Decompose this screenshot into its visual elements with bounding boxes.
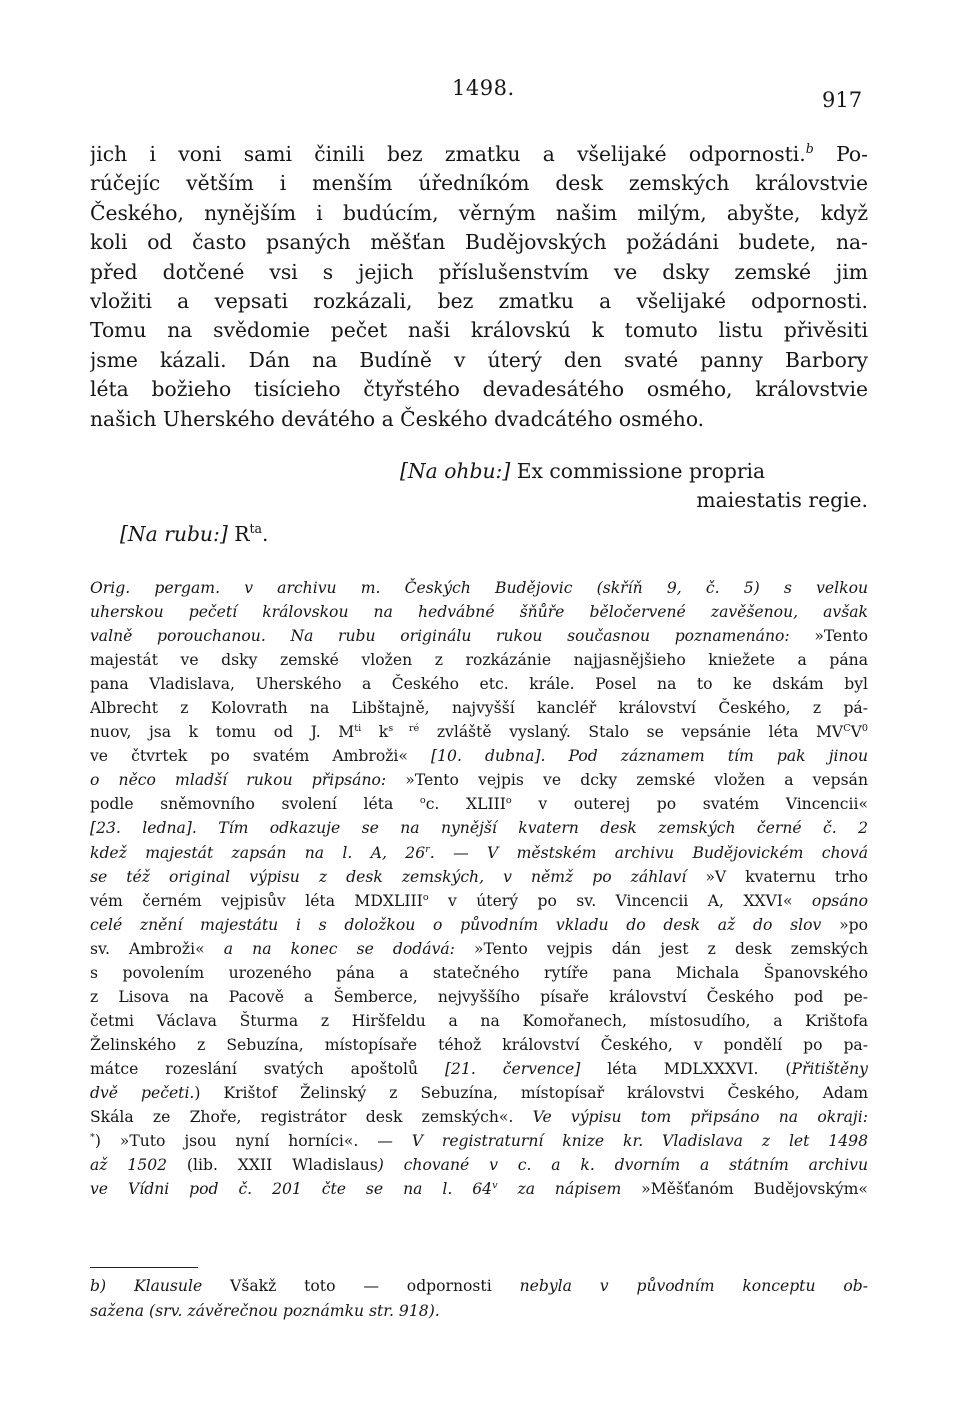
main-line-7: Tomu na svědomie pečet naši královskú k tomuto listu přivěsiti xyxy=(90,318,868,343)
footnote-mark-b: b xyxy=(805,141,814,157)
note-line-12: kdež majestát zapsán na l. A, 26$^r$. — V městském archivu Budějovickém chová xyxy=(90,843,868,862)
note-line-7: nuov, jsa k tomu od J. $M^{ti}$ $k^{s ré}$ zvláště vyslaný. Stalo se vepsánie léta $MV^CV^0$ xyxy=(90,723,868,742)
main-line-6: vložiti a vepsati rozkázali, bez zmatku a všelijaké odpornosti. xyxy=(90,289,868,314)
note-line-20: Želinského z Sebuzína, místopísaře téhož království Českého, v pondělí po pa- xyxy=(90,1035,868,1054)
main-line-1: jich i voni sami činili bez zmatku a všelijaké odpornosti.$^b$ Po- xyxy=(90,141,868,166)
note-line-9: o něco mladší rukou připsáno: »Tento vejpis ve dcky zemské vložen a vepsán xyxy=(90,771,868,790)
note-line-6: Albrecht z Kolovrath na Libštajně, najvyšší kancléř království Českého, z pá- xyxy=(90,699,868,718)
footnote-mark: b) xyxy=(90,1277,107,1295)
running-head-year: 1498. xyxy=(452,76,515,100)
note-line-2: uherskou pečetí královskou na hedvábné šňůře běločervené zavěšenou, avšak xyxy=(90,603,868,622)
note-line-15: celé znění majestátu i s doložkou o původním vkladu do desk až do slov »po xyxy=(90,915,868,934)
note-line-14: vém černém vejpisův léta MDXLIII$^o$ v úterý po sv. Vincencii A, XXVI« opsáno xyxy=(90,891,868,910)
page-number: 917 xyxy=(822,88,863,112)
note-line-17: s povolením urozeného pána a statečného rytíře pana Michala Španovského xyxy=(90,963,868,982)
note-line-21: mátce rozeslání svatých apoštolů [21. července] léta MDLXXXVI. (Přitištěny xyxy=(90,1059,868,1078)
main-line-9: léta božieho tisícieho čtyřstého devadesátého osmého, královstvie xyxy=(90,377,868,402)
note-line-11: [23. ledna]. Tím odkazuje se na nynější kvatern desk zemských černé č. 2 xyxy=(90,819,868,838)
main-line-10: našich Uherského devátého a Českého dvadcátého osmého. xyxy=(90,406,705,431)
main-line-2: rúčejíc větším i menším úředníkóm desk zemských královstvie xyxy=(90,171,868,196)
note-line-8: ve čtvrtek po svatém Ambroži« [10. dubna]. Pod záznamem tím pak jinou xyxy=(90,747,868,766)
note-line-1: Orig. pergam. v archivu m. Českých Budějovic (skříň 9, č. 5) s velkou xyxy=(90,579,868,597)
main-line-8: jsme kázali. Dán na Budíně v úterý den svaté panny Barbory xyxy=(90,347,868,372)
note-line-25: až 1502 (lib. XXII Wladislaus) chované v c. a k. dvorním a státním archivu xyxy=(90,1156,868,1175)
fold-note-continuation: maiestatis regie. xyxy=(696,488,868,513)
note-line-22: dvě pečeti.) Krištof Želinský z Sebuzína, místopísař královstvi Českého, Adam xyxy=(90,1083,868,1102)
verso-note: [Na rubu:] $R^{ta}$. xyxy=(120,521,269,546)
fold-note xyxy=(400,457,868,516)
footnote-line-2: sažena (srv. závěrečnou poznámku str. 918). xyxy=(90,1302,440,1320)
main-line-5: před dotčené vsi s jejich příslušenstvím ve dsky zemské jim xyxy=(90,259,868,284)
note-line-10: podle sněmovního svolení léta $^o$c. XLIII$^o$ v outerej po svatém Vincencii« xyxy=(90,795,868,814)
main-text xyxy=(90,140,868,434)
note-line-3: valně porouchanou. Na rubu originálu rukou současnou poznamenáno: »Tento xyxy=(90,627,868,646)
note-line-13: se též original výpisu z desk zemských, v němž po záhlaví »V kvaternu trho xyxy=(90,867,868,886)
main-line-3: Českého, nynějším i budúcím, věrným našim milým, abyšte, když xyxy=(90,200,868,225)
footnote-line-1: b) Klausule Všakž toto — odpornosti nebyla v původním konceptu ob- xyxy=(90,1277,868,1295)
note-line-18: z Lisova na Pacově a Šemberce, nejvyššího písaře království Českého pod pe- xyxy=(90,987,868,1006)
footnote-separator xyxy=(90,1267,198,1268)
fold-note-label: [Na ohbu:] xyxy=(400,459,511,483)
note-line-5: pana Vladislava, Uherského a Českého etc. krále. Posel na to ke dskám byl xyxy=(90,675,868,694)
note-line-24: *) »Tuto jsou nyní horníci«. — V registraturní knize kr. Vladislava z let 1498 xyxy=(90,1131,868,1151)
note-line-23: Skála ze Zhoře, registrátor desk zemských«. Ve výpisu tom připsáno na okraji: xyxy=(90,1108,868,1127)
note-line-16: sv. Ambroži« a na konec se dodává: »Tento vejpis dán jest z desk zemských xyxy=(90,939,868,958)
footnote-b xyxy=(90,1274,868,1324)
note-line-4: majestát ve dsky zemské vložen z rozkázánie najjasnějšieho kniežete a pána xyxy=(90,651,868,670)
fold-note-text: Ex commissione propria xyxy=(510,459,766,483)
main-line-4: koli od často psaných měšťan Budějovských požádáni budete, na- xyxy=(90,230,868,255)
note-line-19: četmi Václava Šturma z Hiršfeldu a na Komořanech, místosudího, a Krištofa xyxy=(90,1011,868,1030)
editorial-notes xyxy=(90,576,868,1201)
verso-note-label: [Na rubu:] xyxy=(120,522,228,546)
note-line-26: ve Vídni pod č. 201 čte se na l. 64$^v$ za nápisem »Měšťanóm Budějovským« xyxy=(90,1179,868,1199)
